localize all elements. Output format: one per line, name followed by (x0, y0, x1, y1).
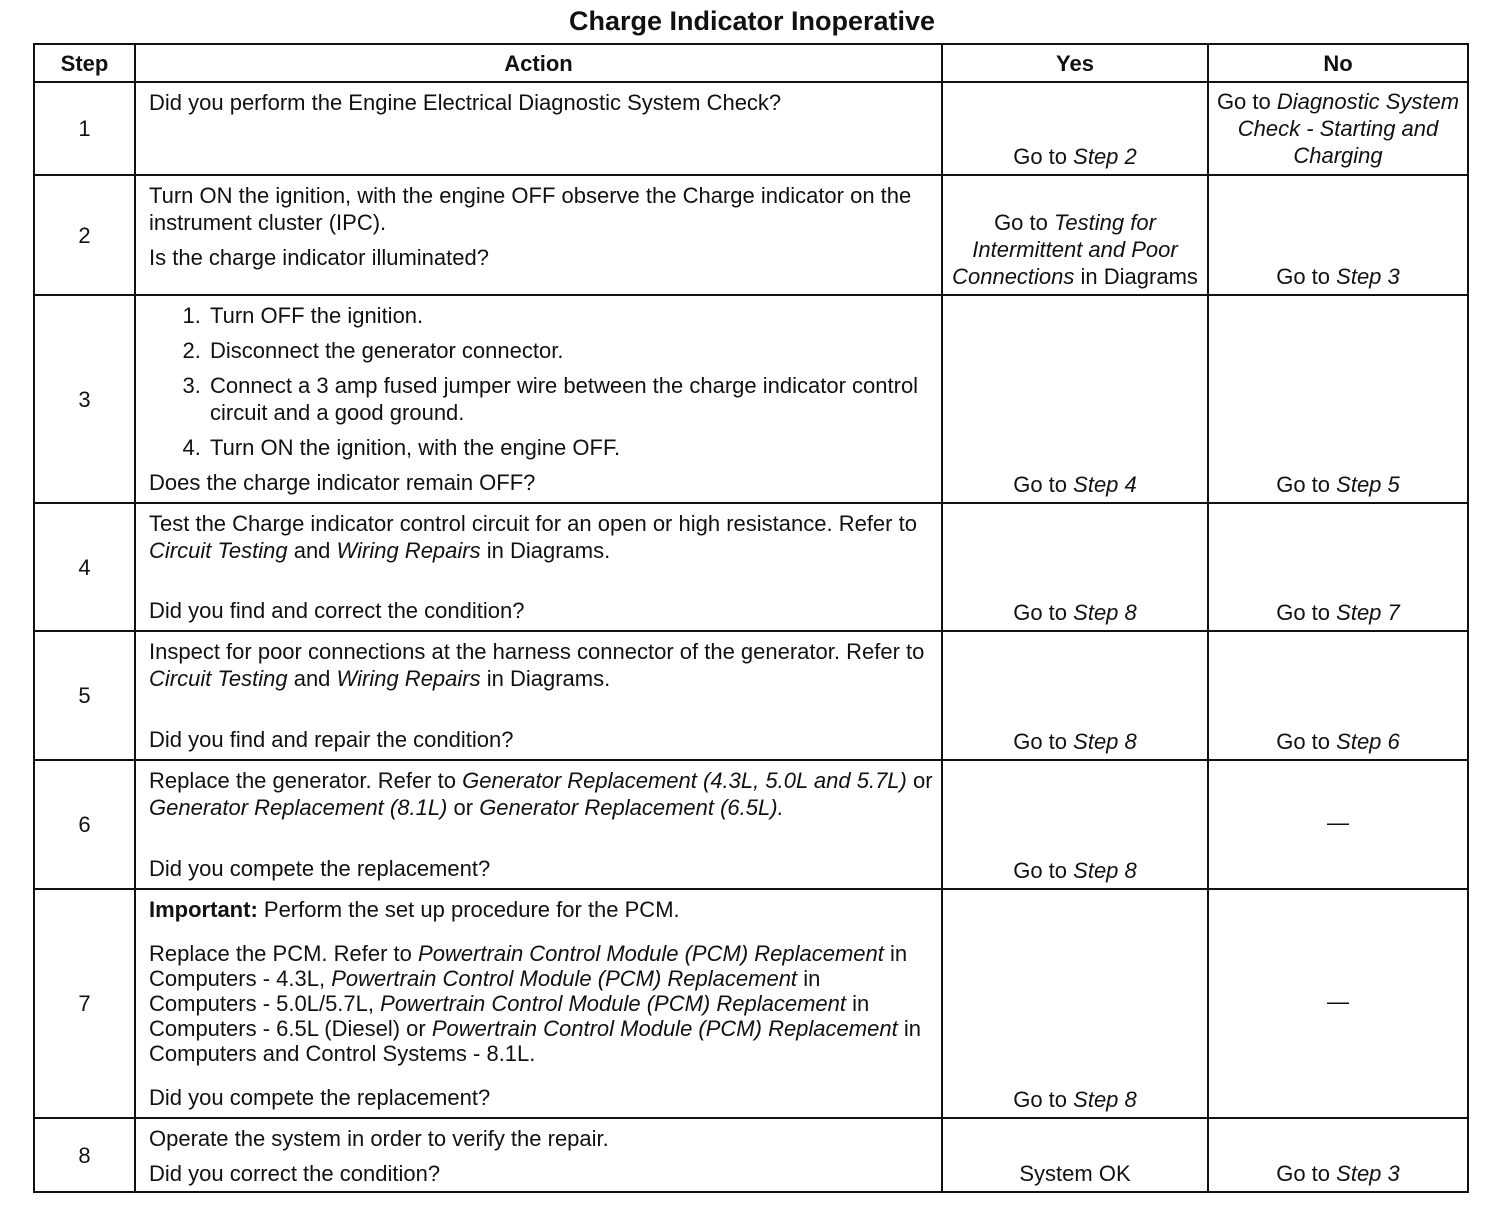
no-cell (1208, 295, 1468, 503)
reference-link[interactable]: Powertrain Control Module (PCM) Replacement (380, 991, 846, 1016)
no-cell (1208, 889, 1468, 1118)
yes-link[interactable]: Step 8 (1073, 600, 1137, 625)
action-text-part: in Computers - 5.0L/5.7L, (149, 966, 821, 1016)
header-action: Action (135, 44, 942, 82)
action-question: Did you correct the condition? (149, 1161, 441, 1186)
yes-prefix: Go to (1013, 858, 1068, 883)
list-item: 3. Connect a 3 amp fused jumper wire between the charge indicator control circuit and a good ground. (207, 372, 933, 426)
action-text-part: in Computers - 6.5L (Diesel) or (149, 991, 870, 1041)
step-number: 4 (34, 503, 135, 631)
reference-link[interactable]: Powertrain Control Module (PCM) Replacement (431, 1016, 898, 1041)
yes-prefix: Go to (1013, 729, 1068, 754)
no-link[interactable]: Step 3 (1336, 264, 1400, 289)
header-yes: Yes (942, 44, 1208, 82)
action-cell (135, 889, 942, 1118)
action-question: Does the charge indicator remain OFF? (149, 470, 536, 495)
step-number: 6 (34, 760, 135, 889)
reference-link[interactable]: Generator Replacement (4.3L, 5.0L and 5.7L) (462, 768, 907, 793)
action-cell (135, 1118, 942, 1192)
action-text-part: Test the Charge indicator control circuit for an open or high resistance. Refer to (149, 511, 917, 536)
action-text (149, 510, 933, 564)
no-prefix: Go to (1216, 89, 1271, 114)
action-cell (135, 760, 942, 889)
yes-cell (942, 760, 1208, 889)
no-link[interactable]: Step 5 (1336, 472, 1400, 497)
action-text (149, 941, 933, 1066)
action-text-part: Inspect for poor connections at the harness connector of the generator. Refer to (149, 639, 925, 664)
action-question: Did you compete the replacement? (149, 856, 491, 881)
step-number: 7 (34, 889, 135, 1118)
yes-link[interactable]: Step 8 (1073, 1087, 1137, 1112)
action-text-part: and (293, 538, 331, 563)
yes-cell (942, 631, 1208, 760)
no-cell (1208, 760, 1468, 889)
yes-prefix: Go to (1013, 472, 1068, 497)
action-text-part: in Computers and Control Systems - 8.1L. (149, 1016, 921, 1066)
action-text-part: or (453, 795, 474, 820)
action-text-part: Replace the generator. Refer to (149, 768, 456, 793)
list-item: 2. Disconnect the generator connector. (207, 337, 933, 364)
action-text (149, 638, 933, 692)
procedure-list (149, 302, 933, 461)
reference-link[interactable]: Generator Replacement (8.1L) (149, 795, 448, 820)
action-text-part: in Diagrams. (486, 538, 611, 563)
yes-cell (942, 175, 1208, 295)
step-number: 2 (34, 175, 135, 295)
table-row (34, 503, 1468, 631)
yes-prefix: Go to (1013, 144, 1068, 169)
no-prefix: Go to (1276, 1161, 1331, 1186)
reference-link[interactable]: Powertrain Control Module (PCM) Replacement (418, 941, 884, 966)
action-text (149, 767, 933, 821)
table-row (34, 631, 1468, 760)
yes-prefix: Go to (1013, 600, 1068, 625)
action-text-part: and (293, 666, 331, 691)
important-label: Important: (149, 897, 258, 922)
header-row (34, 44, 1468, 82)
yes-cell (942, 82, 1208, 175)
action-question: Did you find and repair the condition? (149, 727, 514, 752)
no-cell (1208, 175, 1468, 295)
no-cell (1208, 503, 1468, 631)
no-cell (1208, 82, 1468, 175)
important-note (149, 896, 933, 923)
action-cell (135, 295, 942, 503)
yes-link[interactable]: Testing for Intermittent and Poor Connections (952, 210, 1178, 289)
action-question: Did you find and correct the condition? (149, 598, 525, 623)
no-dash: — (1327, 989, 1349, 1014)
yes-link[interactable]: Step 2 (1073, 144, 1137, 169)
reference-link[interactable]: Wiring Repairs (336, 538, 481, 563)
step-number: 5 (34, 631, 135, 760)
page-title: Charge Indicator Inoperative (568, 6, 936, 36)
list-item: 4. Turn ON the ignition, with the engine OFF. (207, 434, 933, 461)
no-link[interactable]: Diagnostic System Check - Starting and Charging (1237, 89, 1460, 168)
action-cell (135, 175, 942, 295)
yes-prefix: Go to (1013, 1087, 1068, 1112)
reference-link[interactable]: Circuit Testing (149, 538, 288, 563)
action-text-part: in Computers - 4.3L, (149, 941, 908, 991)
action-question: Is the charge indicator illuminated? (149, 245, 489, 270)
table-row (34, 760, 1468, 889)
action-text: Operate the system in order to verify the repair. (149, 1126, 609, 1151)
diagnostic-table (33, 43, 1469, 1193)
no-cell (1208, 631, 1468, 760)
no-link[interactable]: Step 6 (1336, 729, 1400, 754)
yes-link[interactable]: Step 8 (1073, 858, 1137, 883)
step-number: 8 (34, 1118, 135, 1192)
yes-link[interactable]: Step 4 (1073, 472, 1137, 497)
no-prefix: Go to (1276, 472, 1331, 497)
action-question: Did you compete the replacement? (149, 1085, 491, 1110)
list-item: 1. Turn OFF the ignition. (207, 302, 933, 329)
header-step: Step (34, 44, 135, 82)
yes-cell (942, 1118, 1208, 1192)
yes-prefix: Go to (994, 210, 1048, 235)
table-row (34, 295, 1468, 503)
reference-link[interactable]: Powertrain Control Module (PCM) Replacement (331, 966, 798, 991)
action-text-part: Replace the PCM. Refer to (149, 941, 412, 966)
no-link[interactable]: Step 7 (1336, 600, 1400, 625)
yes-plain: System OK (1019, 1161, 1131, 1186)
step-number: 3 (34, 295, 135, 503)
table-row (34, 1118, 1468, 1192)
no-link[interactable]: Step 3 (1336, 1161, 1400, 1186)
reference-link[interactable]: Wiring Repairs (336, 666, 481, 691)
yes-suffix: in Diagrams (1080, 264, 1198, 289)
action-question: Did you perform the Engine Electrical Diagnostic System Check? (149, 90, 782, 115)
action-text-part: or (913, 768, 933, 793)
no-prefix: Go to (1276, 264, 1331, 289)
table-row (34, 82, 1468, 175)
no-prefix: Go to (1276, 729, 1331, 754)
yes-link[interactable]: Step 8 (1073, 729, 1137, 754)
no-dash: — (1327, 810, 1349, 835)
no-prefix: Go to (1276, 600, 1331, 625)
reference-link[interactable]: Generator Replacement (6.5L). (479, 795, 784, 820)
table-row (34, 889, 1468, 1118)
yes-cell (942, 889, 1208, 1118)
action-text: Turn ON the ignition, with the engine OFF observe the Charge indicator on the instrument cluster (IPC). (149, 183, 912, 235)
table-row (34, 175, 1468, 295)
yes-cell (942, 503, 1208, 631)
header-no: No (1208, 44, 1468, 82)
important-text: Perform the set up procedure for the PCM. (263, 897, 680, 922)
yes-cell (942, 295, 1208, 503)
step-number: 1 (34, 82, 135, 175)
action-cell (135, 503, 942, 631)
action-cell (135, 82, 942, 175)
action-cell (135, 631, 942, 760)
reference-link[interactable]: Circuit Testing (149, 666, 288, 691)
no-cell (1208, 1118, 1468, 1192)
action-text-part: in Diagrams. (486, 666, 611, 691)
